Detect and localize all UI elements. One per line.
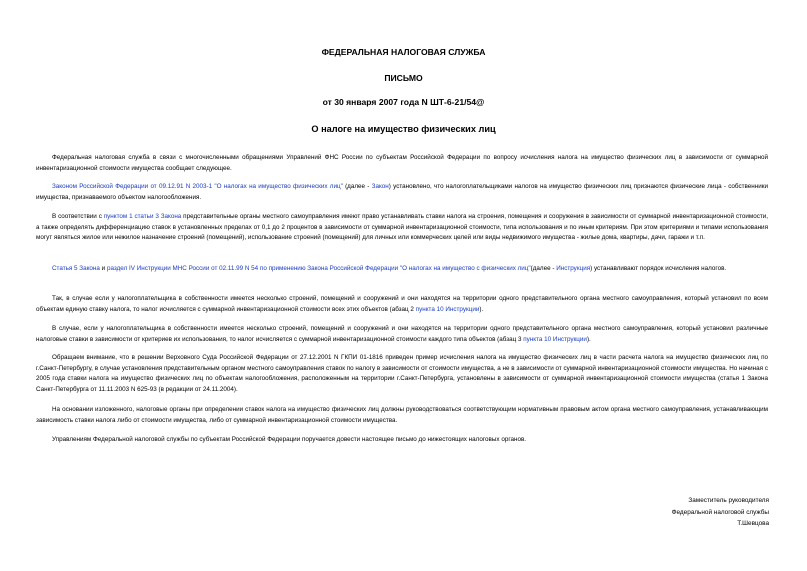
document-title: О налоге на имущество физических лиц: [311, 124, 496, 134]
paragraph-1: Федеральная налоговая служба в связи с многочисленными обращениями Управлений ФНС России по субъектам Российской Федерации по вопросу исчисления налога на имущество физических лиц в зависимости от суммарной инвентаризационной стоимости имущества сообщает следующее.: [36, 154, 768, 172]
instruction-point-10-link[interactable]: пункта 10 Инструкции: [415, 305, 480, 313]
signer-organization: Федеральной налоговой службы: [671, 508, 769, 516]
instruction-link[interactable]: Инструкция: [556, 265, 591, 272]
agency-name: ФЕДЕРАЛЬНАЯ НАЛОГОВАЯ СЛУЖБА: [321, 47, 486, 57]
law-link[interactable]: Законом Российской Федерации от 09.12.91 N 2003-1 "О налогах на имущество физических лиц": [52, 183, 343, 190]
text: ).: [586, 335, 591, 343]
instruction-point-10-link[interactable]: пункта 10 Инструкции: [523, 335, 587, 343]
document-type: ПИСЬМО: [384, 73, 423, 83]
law-article-link[interactable]: пунктом 1 статьи 3 Закона: [103, 213, 182, 220]
text: и: [99, 265, 107, 272]
signer-position: Заместитель руководителя: [688, 497, 769, 504]
text: (далее -: [530, 265, 557, 272]
text: ) устанавливают порядок исчисления налогов.: [590, 265, 727, 272]
text: ).: [479, 305, 484, 313]
paragraph-6: [36, 324, 768, 345]
paragraph-4: [36, 264, 768, 275]
paragraph-8: На основании изложенного, налоговые органы при определении ставок налога на имущество физических лиц должны руководствоваться соответствующим нормативным правовым актом органа местного самоуправления, устанавливающим зависимость ставки налога либо от стоимости имущества, либо от суммарной инвентаризационной стоимости имущества.: [36, 406, 768, 424]
text: Так, в случае если у налогоплательщика в собственности имеется несколько строений, помещений и сооружений и они находятся на территории одного представительного органа местного самоуправления, который установил по всем объектам единую ставку налога, то налог исчисляется с суммарной инвентаризационной стоимости всех этих объектов (абзац 2: [36, 295, 768, 313]
document-date-number: от 30 января 2007 года N ШТ-6-21/54@: [322, 97, 485, 107]
paragraph-3: [36, 212, 768, 244]
signature-block: [672, 495, 769, 530]
text: В случае, если у налогоплательщика в собственности имеется несколько строений, помещений и сооружений и они находятся на территории одного представительного органа местного самоуправления, который установил различные налоговые ставки в зависимости от критериев их использования, то налог исчисляется с суммарной инвентаризационной стоимости каждого типа объектов (абзац 3: [36, 325, 768, 343]
paragraph-2: [36, 182, 768, 203]
text: (далее -: [342, 183, 372, 190]
paragraph-5: [36, 294, 768, 315]
paragraph-9: Управлениям Федеральной налоговой службы по субъектам Российской Федерации поручается довести настоящее письмо до нижестоящих налоговых органов.: [52, 436, 527, 443]
text: ) установлено, что налогоплательщиками налогов на имущество физических лиц признаются физические лица - собственники имущества, признаваемого объектом налогообложения.: [36, 183, 768, 201]
article-5-link[interactable]: Статья 5 Закона: [52, 265, 100, 272]
text: представительные органы местного самоуправления имеют право устанавливать ставки налога на строения, помещения и сооружения в зависимости от суммарной инвентаризационной стоимости, а также определять дифференциацию ставок в установленных пределах от 0,1 до 2 процентов в зависимости от суммарной инвентаризационной стоимости, типа использования и по иным критериям. При этом критериями и типами использования могут являться жилое или нежилое назначение строений (помещений), использование строений (помещений) для личных или коммерческих целей или виды недвижимого имущества - жилые дома, квартиры, дачи, гаражи и т.п.: [36, 213, 768, 242]
law-short-link[interactable]: Закон: [371, 183, 389, 190]
signer-name: Т.Шевцова: [737, 520, 769, 527]
paragraph-7: Обращаем внимание, что в решении Верховного Суда Российской Федерации от 27.12.2001 N ГКПИ 01-1816 приведен пример исчисления налога на имущество физических лиц в части расчета налога на имущество физических лиц по г.Санкт-Петербургу, в случае установления представительным органом местного самоуправления ставок по налогу в зависимости от стоимости имущества, а не в зависимости от суммарной инвентаризационной стоимости имущества. Но начиная с 2005 года ставки налога на имущество физических лиц по объектам налогообложения, расположенным на территории г.Санкт-Петербурга, установлены в зависимости от суммарной инвентаризационной стоимости имущества (статья 1 Закона Санкт-Петербурга от 11.11.2003 N 625-93 (в редакции от 24.11.2004).: [36, 354, 768, 393]
text: В соответствии с: [52, 213, 104, 220]
instruction-section-link[interactable]: раздел IV Инструкции МНС России от 02.11.99 N 54 по применению Закона Российской Федерации "О налогах на имущество с физических лиц": [106, 265, 531, 272]
